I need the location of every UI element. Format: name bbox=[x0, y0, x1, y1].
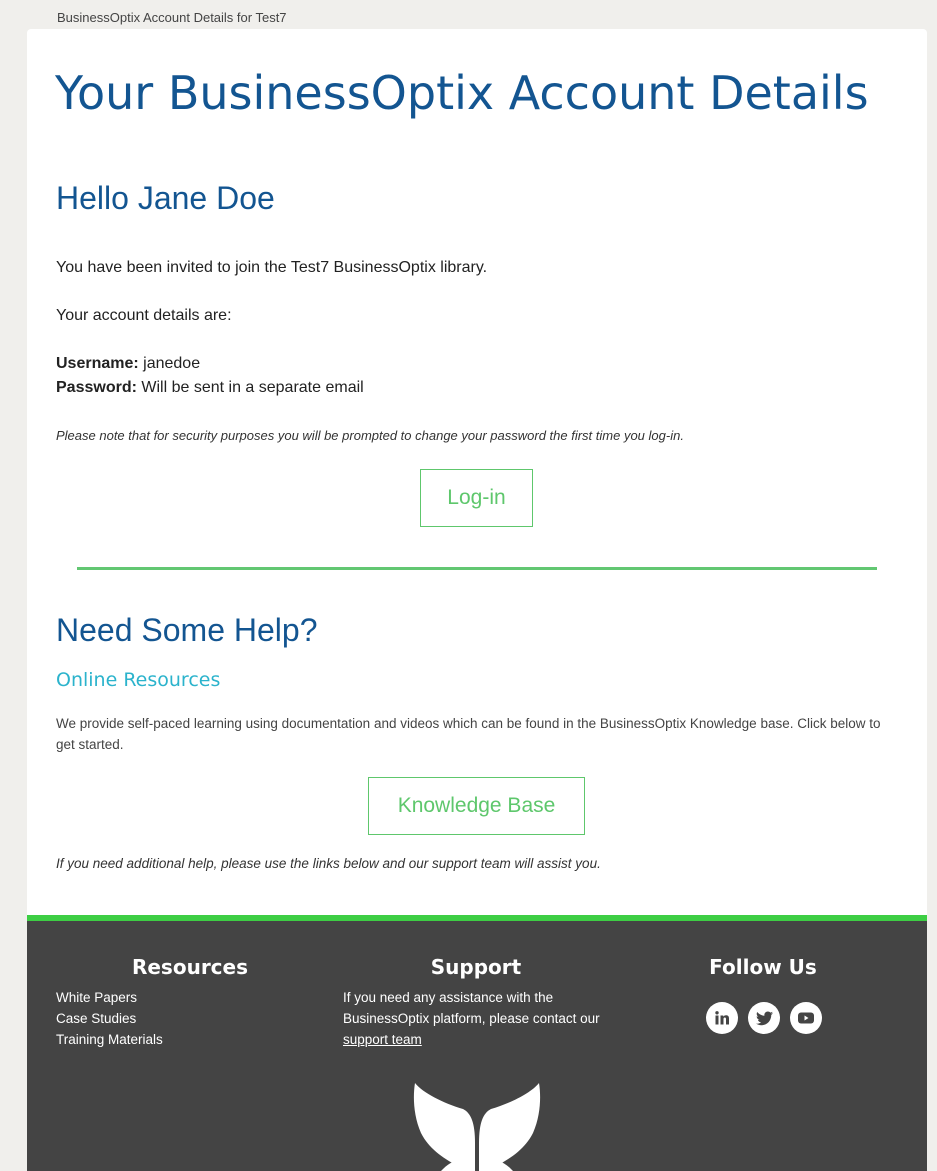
online-resources-heading: Online Resources bbox=[56, 669, 221, 691]
greeting: Hello Jane Doe bbox=[56, 180, 275, 216]
username-label: Username: bbox=[56, 355, 139, 372]
footer-follow-heading: Follow Us bbox=[709, 955, 817, 979]
footer-support-heading: Support bbox=[430, 955, 522, 979]
footer-support-text: If you need any assistance with the BusinessOptix platform, please contact our support team bbox=[343, 990, 600, 1047]
support-team-link[interactable]: support team bbox=[343, 1032, 422, 1047]
footer-link-training-materials[interactable]: Training Materials bbox=[56, 1032, 163, 1047]
resources-description: We provide self-paced learning using documentation and videos which can be found in the BusinessOptix Knowledge base. Click below to get started. bbox=[56, 716, 881, 752]
businessoptix-logo bbox=[413, 1083, 541, 1171]
invite-text: You have been invited to join the Test7 BusinessOptix library. bbox=[56, 259, 488, 276]
twitter-icon[interactable] bbox=[748, 1002, 780, 1034]
details-intro: Your account details are: bbox=[56, 307, 232, 324]
knowledge-base-button[interactable]: Knowledge Base bbox=[368, 777, 585, 835]
email-card bbox=[27, 29, 927, 1171]
username-value: janedoe bbox=[143, 355, 201, 372]
youtube-icon[interactable] bbox=[790, 1002, 822, 1034]
page-title: Your BusinessOptix Account Details bbox=[55, 66, 869, 120]
social-links bbox=[706, 1002, 822, 1034]
password-label: Password: bbox=[56, 379, 137, 396]
username-row bbox=[56, 352, 200, 376]
footer-link-case-studies[interactable]: Case Studies bbox=[56, 1011, 137, 1026]
linkedin-icon[interactable] bbox=[706, 1002, 738, 1034]
email-preheader: BusinessOptix Account Details for Test7 bbox=[57, 10, 287, 25]
help-note: If you need additional help, please use the links below and our support team will assist you. bbox=[56, 856, 601, 871]
security-note: Please note that for security purposes you will be prompted to change your password the first time you log-in. bbox=[56, 428, 684, 443]
footer bbox=[27, 915, 927, 1171]
footer-resources-heading: Resources bbox=[131, 955, 249, 979]
help-title: Need Some Help? bbox=[56, 612, 318, 648]
login-button[interactable]: Log-in bbox=[420, 469, 533, 527]
password-row bbox=[56, 376, 364, 400]
section-divider bbox=[77, 567, 877, 570]
footer-link-white-papers[interactable]: White Papers bbox=[56, 990, 138, 1005]
password-value: Will be sent in a separate email bbox=[141, 379, 364, 396]
